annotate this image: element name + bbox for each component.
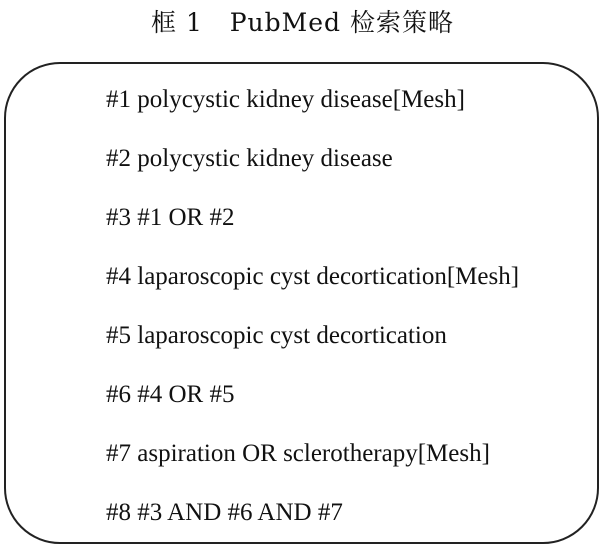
search-line-8: #8 #3 AND #6 AND #7 bbox=[106, 499, 343, 526]
search-line-4: #4 laparoscopic cyst decortication[Mesh] bbox=[106, 263, 520, 290]
search-line-7: #7 aspiration OR sclerotherapy[Mesh] bbox=[106, 440, 490, 467]
search-line-3: #3 #1 OR #2 bbox=[106, 204, 235, 231]
box-caption: 框 1 PubMed 检索策略 bbox=[151, 8, 454, 37]
search-line-1: #1 polycystic kidney disease[Mesh] bbox=[106, 86, 465, 113]
search-line-5: #5 laparoscopic cyst decortication bbox=[106, 322, 447, 349]
search-line-6: #6 #4 OR #5 bbox=[106, 381, 235, 408]
search-line-2: #2 polycystic kidney disease bbox=[106, 145, 393, 172]
search-strategy-list bbox=[106, 70, 519, 542]
